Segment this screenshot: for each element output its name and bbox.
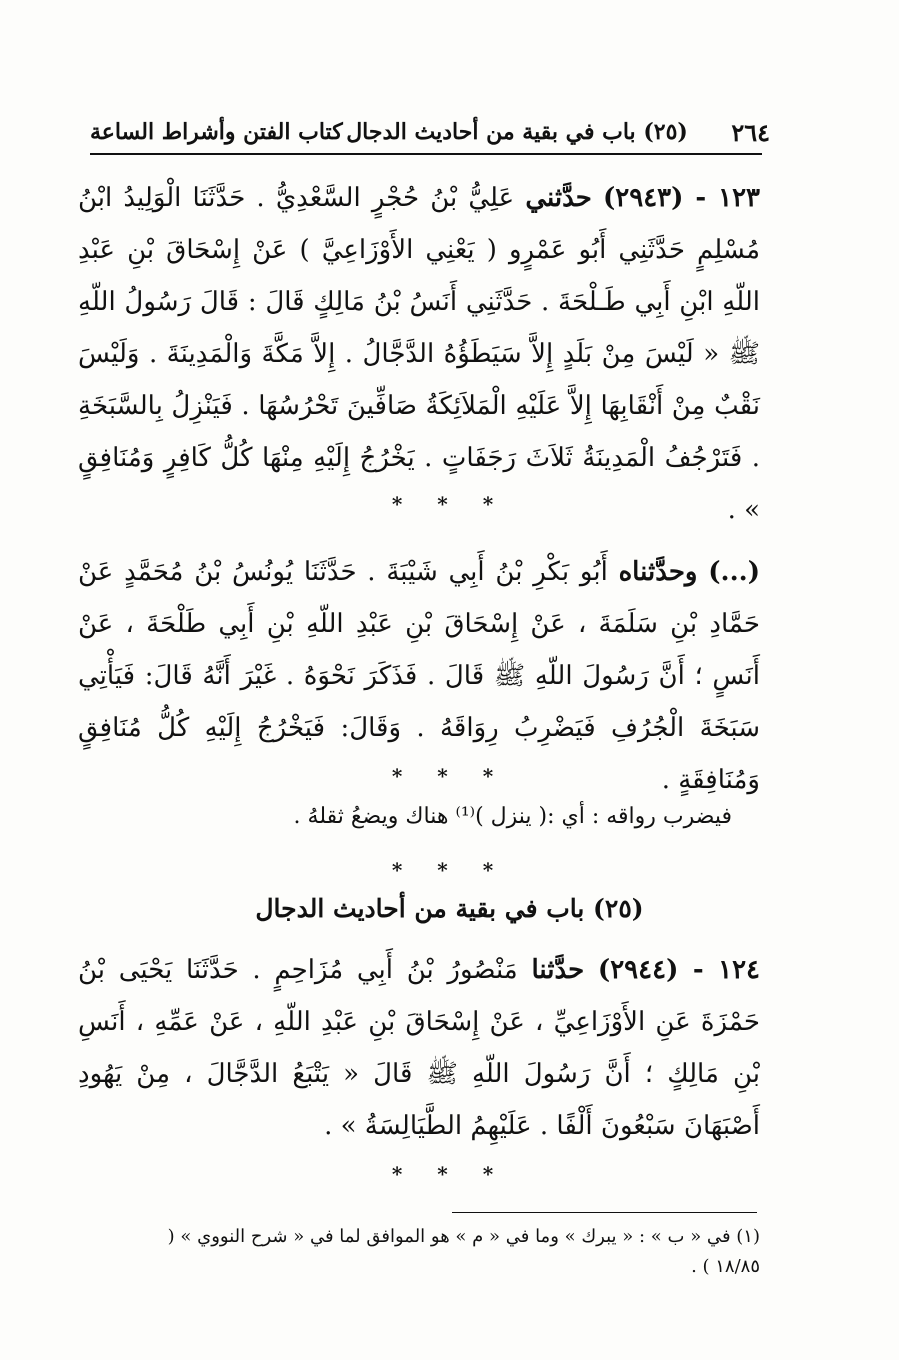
footnote: (١) في « ب » : « يبرك » وما في « م » هو الموافق لما في « شرح النووي » ( ١٨/٨٥ ) . [167,1226,760,1277]
section-separator: * * * [391,764,508,788]
hadith-text: مَنْصُورُ بْنُ أَبِي مُزَاحِمٍ . حَدَّثَنَا يَحْيَى بْنُ حَمْزَةَ عَنِ الأَوْزَاعِيِّ ، عَنْ إِسْحَاقَ بْنِ عَبْدِ اللّهِ ، عَنْ عَمِّهِ ، أَنَسِ بْنِ مَالِكٍ ؛ أَنَّ رَسُولَ اللّهِ ﷺ قَالَ « يَتْبَعُ الدَّجَّالَ ، مِنْ يَهُودِ أَصْبَهَانَ سَبْعُونَ أَلْفًا . عَلَيْهِمُ الطَّيَالِسَةُ » . [78,955,760,1141]
section-separator: * * * [391,1162,508,1186]
running-header [90,112,770,152]
hadith-124 [78,944,760,1152]
hadith-lead: حدَّثنا [531,955,585,985]
hadith-text: أَبُو بَكْرِ بْنُ أَبِي شَيْبَةَ . حَدَّثَنَا يُونُسُ بْنُ مُحَمَّدٍ عَنْ حَمَّادِ بْنِ سَلَمَةَ ، عَنْ إِسْحَاقَ بْنِ عَبْدِ اللّهِ بْنِ أَبِي طَلْحَةَ ، عَنْ أَنَسٍ ؛ أَنَّ رَسُولَ اللّهِ ﷺ قَالَ . فَذَكَرَ نَحْوَهُ . غَيْرَ أَنَّهُ قَالَ: فَيَأْتِي سَبَخَةَ الْجُرُفِ فَيَضْرِبُ رِوَاقَهُ . وَقَالَ: فَيَخْرُجُ إِلَيْهِ كُلُّ مُنَافِقٍ وَمُنَافِقَةٍ . [78,557,761,795]
hadith-number: ١٢٣ - (٢٩٤٣) [602,183,761,213]
chapter-title: (٢٥) باب في بقية من أحاديث الدجال [255,894,644,923]
hadith-123 [78,172,760,536]
header-rule [90,153,762,155]
hadith-number: ١٢٤ - (٢٩٤٤) [597,955,761,985]
hadith-lead: حدَّثني [525,183,592,213]
running-book-title: كتاب الفتن وأشراط الساعة [90,119,343,145]
running-chapter-title: (٢٥) باب في بقية من أحاديث الدجال [346,119,688,145]
hadith-number: (...) [708,557,760,587]
hadith-lead: وحدَّثناه [618,557,698,587]
gloss-note: فيضرب رواقه : أي :( ينزل )⁽¹⁾ هناك ويضعُ ثقلهُ . [293,804,732,829]
page-number: ٢٦٤ [731,117,770,147]
hadith-text: عَلِيُّ بْنُ حُجْرٍ السَّعْدِيُّ . حَدَّثَنَا الْوَلِيدُ ابْنُ مُسْلِمٍ حَدَّثَنِي أَبُو عَمْرٍو ( يَعْنِي الأَوْزَاعِيَّ ) عَنْ إِسْحَاقَ بْنِ عَبْدِ اللّهِ ابْنِ أَبِي طَـلْحَةَ . حَدَّثَنِي أَنَسُ بْنُ مَالِكٍ قَالَ : قَالَ رَسُولُ اللّهِ ﷺ « لَيْسَ مِنْ بَلَدٍ إِلاَّ سَيَطَؤُهُ الدَّجَّالُ . إِلاَّ مَكَّةَ وَالْمَدِينَةَ . وَلَيْسَ نَقْبٌ مِنْ أَنْقَابِهَا إِلاَّ عَلَيْهِ الْمَلاَئِكَةُ صَافِّينَ تَحْرُسُهَا . فَيَنْزِلُ بِالسَّبَخَةِ . فَتَرْجُفُ الْمَدِينَةُ ثَلاَثَ رَجَفَاتٍ . يَخْرُجُ إِلَيْهِ مِنْهَا كُلُّ كَافِرٍ وَمُنَافِقٍ » . [78,183,760,525]
footnote-rule [452,1212,757,1213]
section-separator: * * * [391,492,508,516]
section-separator: * * * [391,858,508,882]
